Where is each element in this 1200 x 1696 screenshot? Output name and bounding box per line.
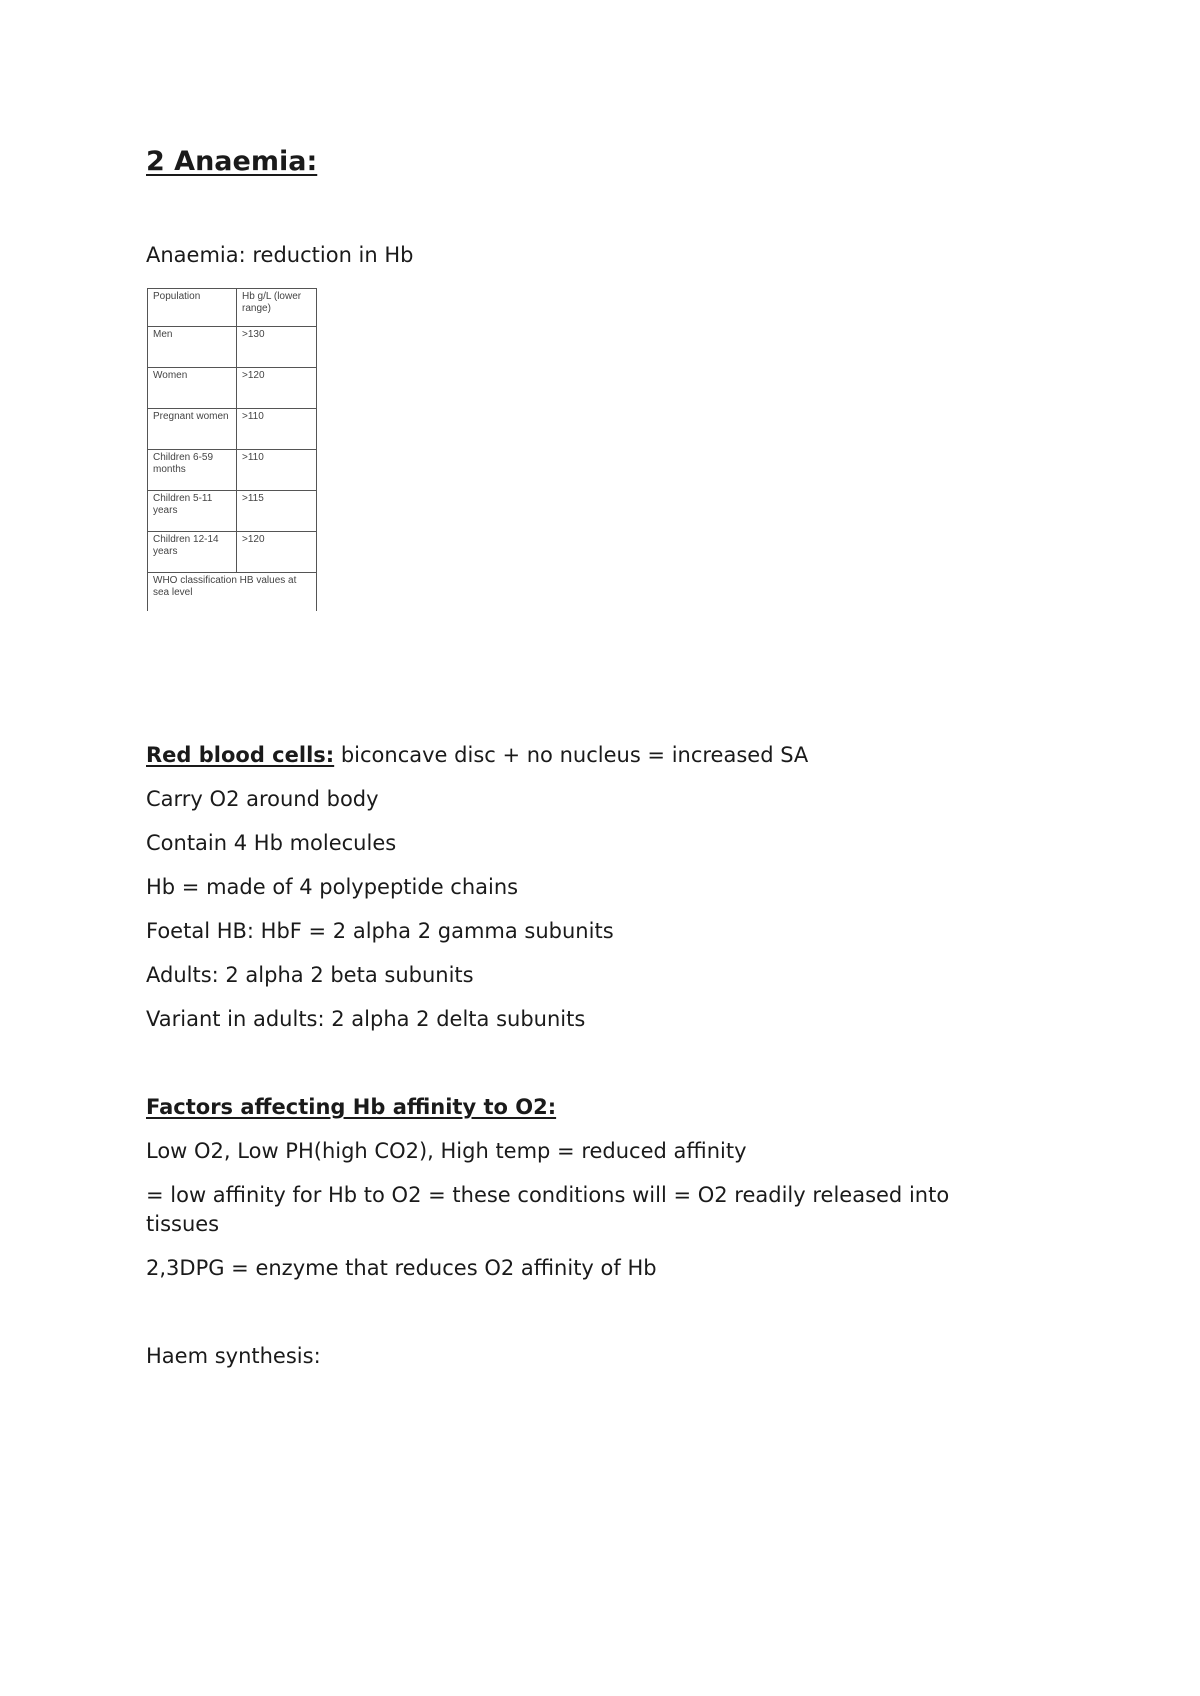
- table-row: [148, 368, 317, 409]
- table-header-hb: Hb g/L (lower range): [237, 289, 317, 327]
- table-cell-hb: >120: [237, 532, 317, 573]
- rbc-fact: Contain 4 Hb molecules: [146, 831, 397, 855]
- rbc-fact: Hb = made of 4 polypeptide chains: [146, 875, 519, 899]
- rbc-line: [146, 741, 808, 770]
- table-cell-hb: >115: [237, 491, 317, 532]
- who-hb-table: [147, 288, 317, 611]
- table-cell-hb: >130: [237, 327, 317, 368]
- affinity-fact: Low O2, Low PH(high CO2), High temp = reduced affinity: [146, 1139, 747, 1163]
- page-title: 2 Anaemia:: [146, 146, 318, 177]
- table-row: [148, 450, 317, 491]
- table-row: [148, 532, 317, 573]
- affinity-fact: = low affinity for Hb to O2 = these conditions will = O2 readily released into tissues: [146, 1183, 950, 1236]
- intro-line: Anaemia: reduction in Hb: [146, 243, 414, 267]
- table-row: [148, 327, 317, 368]
- table-cell-hb: >120: [237, 368, 317, 409]
- table-cell-population: Pregnant women: [148, 409, 237, 450]
- table-cell-population: Women: [148, 368, 237, 409]
- rbc-fact: Variant in adults: 2 alpha 2 delta subunits: [146, 1007, 586, 1031]
- rbc-fact: Carry O2 around body: [146, 787, 379, 811]
- table-cell-population: Children 6-59 months: [148, 450, 237, 491]
- rbc-heading: Red blood cells:: [146, 743, 335, 767]
- table-header-population: Population: [148, 289, 237, 327]
- rbc-fact: Foetal HB: HbF = 2 alpha 2 gamma subunits: [146, 919, 614, 943]
- haem-synthesis-line: Haem synthesis:: [146, 1344, 321, 1368]
- table-cell-population: Men: [148, 327, 237, 368]
- table-cell-population: Children 12-14 years: [148, 532, 237, 573]
- table-cell-hb: >110: [237, 450, 317, 491]
- affinity-heading: Factors affecting Hb affinity to O2:: [146, 1095, 557, 1119]
- rbc-fact: Adults: 2 alpha 2 beta subunits: [146, 963, 474, 987]
- table-row: [148, 491, 317, 532]
- table-row: [148, 409, 317, 450]
- table-footer-note: WHO classification HB values at sea level: [148, 573, 317, 612]
- table-cell-hb: >110: [237, 409, 317, 450]
- rbc-heading-rest: biconcave disc + no nucleus = increased SA: [334, 743, 809, 767]
- affinity-fact: 2,3DPG = enzyme that reduces O2 affinity of Hb: [146, 1256, 657, 1280]
- table-cell-population: Children 5-11 years: [148, 491, 237, 532]
